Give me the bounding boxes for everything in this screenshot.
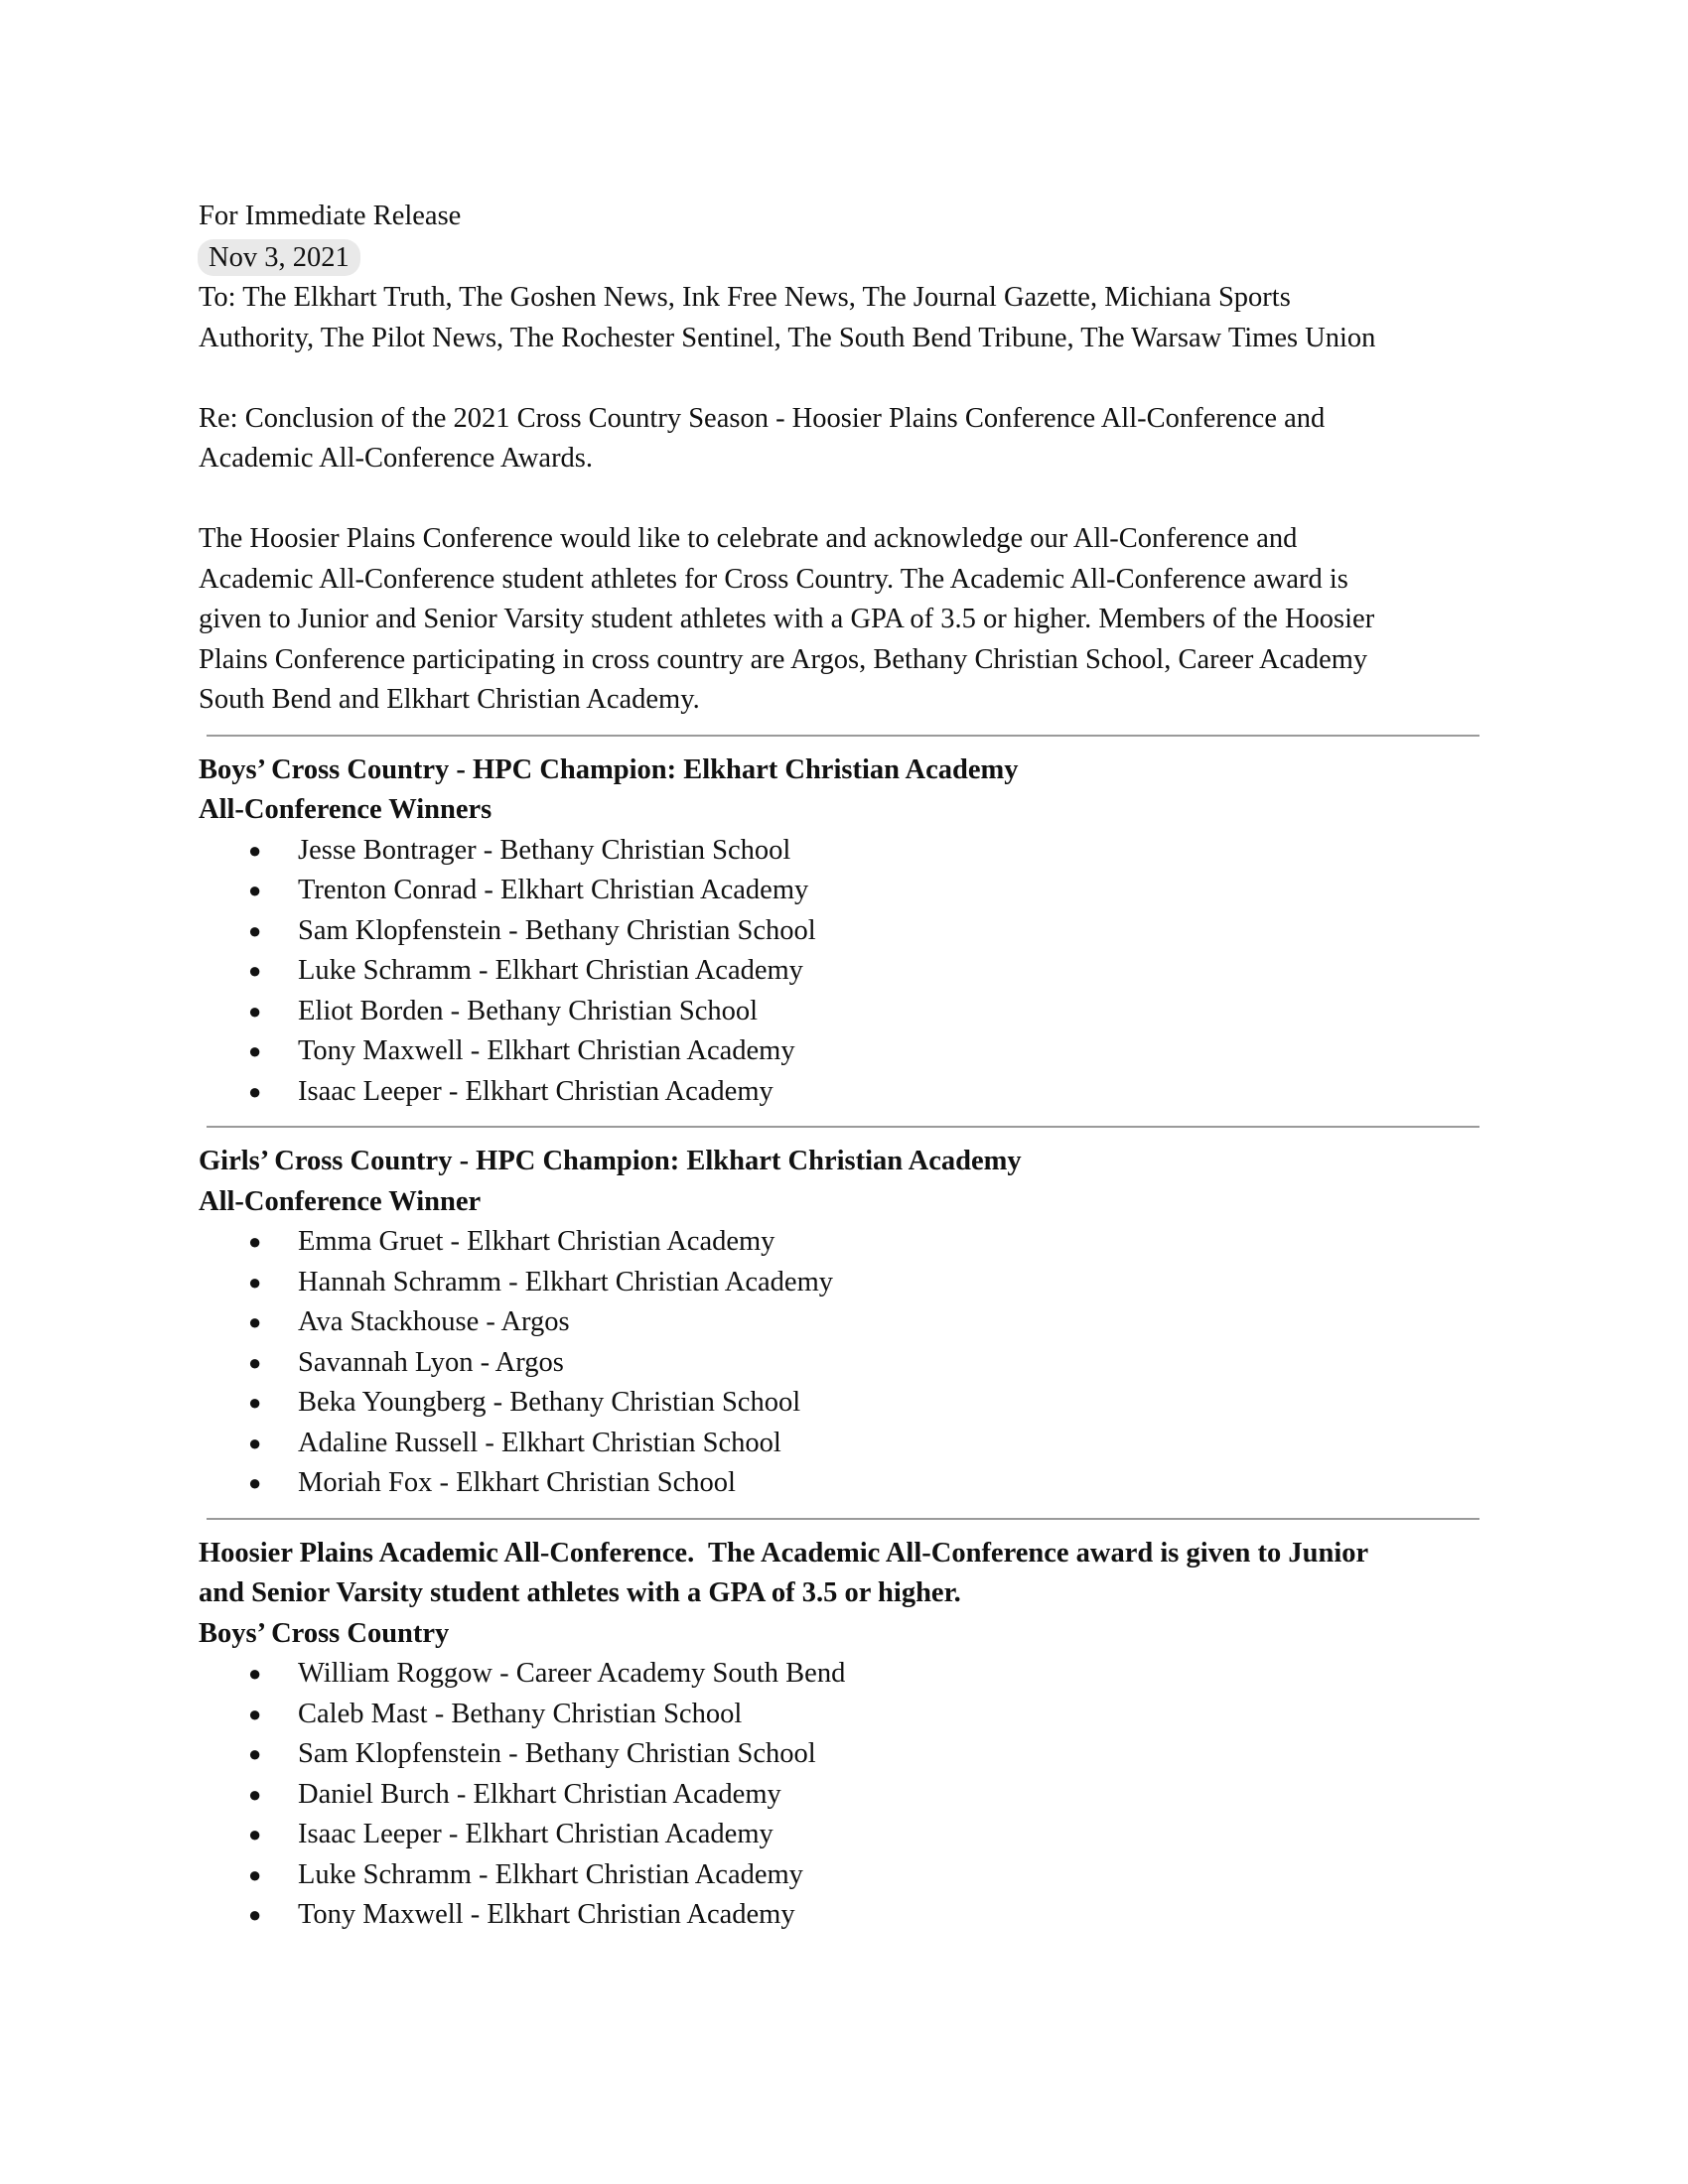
list-item: ● Trenton Conrad - Elkhart Christian Academy — [199, 871, 1489, 911]
girls-heading: Girls’ Cross Country - HPC Champion: Elkhart Christian Academy — [199, 1146, 1022, 1176]
intro-line-1: The Hoosier Plains Conference would like to celebrate and acknowledge our All-Conference and — [199, 523, 1298, 554]
horizontal-divider — [207, 735, 1479, 737]
bullet-icon: ● — [248, 1701, 262, 1726]
recipients-line-2: Authority, The Pilot News, The Rochester Sentinel, The South Bend Tribune, The Warsaw Times Union — [199, 322, 1376, 353]
list-item: ● Luke Schramm - Elkhart Christian Academy — [199, 1855, 1489, 1896]
bullet-icon: ● — [248, 837, 262, 863]
release-label: For Immediate Release — [199, 201, 462, 231]
re-line-1: Re: Conclusion of the 2021 Cross Country Season - Hoosier Plains Conference All-Conference and — [199, 402, 1326, 434]
spacer — [199, 358, 1489, 399]
bullet-icon: ● — [248, 917, 262, 943]
bullet-icon: ● — [248, 1470, 262, 1495]
spacer — [199, 479, 1489, 520]
bullet-icon: ● — [248, 1038, 262, 1063]
intro-line-5: South Bend and Elkhart Christian Academy. — [199, 684, 700, 715]
bullet-icon: ● — [248, 1229, 262, 1254]
press-release-document — [199, 197, 1489, 1936]
recipients-line-1: To: The Elkhart Truth, The Goshen News, Ink Free News, The Journal Gazette, Michiana Sports — [199, 282, 1291, 313]
list-item: ● Isaac Leeper - Elkhart Christian Academy — [199, 1815, 1489, 1855]
bullet-icon: ● — [248, 1822, 262, 1846]
list-item: ● Beka Youngberg - Bethany Christian School — [199, 1383, 1489, 1424]
academic-heading-line-1: Hoosier Plains Academic All-Conference. The Academic All-Conference award is given to Junior — [199, 1537, 1369, 1569]
bullet-icon: ● — [248, 1269, 262, 1295]
bullet-icon: ● — [248, 1390, 262, 1415]
girls-winners-list — [199, 1222, 1489, 1504]
intro-line-4: Plains Conference participating in cross country are Argos, Bethany Christian School, Career Academy — [199, 643, 1368, 675]
boys-heading: Boys’ Cross Country - HPC Champion: Elkhart Christian Academy — [199, 753, 1019, 785]
bullet-icon: ● — [248, 1741, 262, 1766]
list-item: ● Ava Stackhouse - Argos — [199, 1302, 1489, 1343]
date-chip[interactable]: Nov 3, 2021 — [198, 239, 360, 276]
bullet-icon: ● — [248, 1861, 262, 1887]
list-item: ● Moriah Fox - Elkhart Christian School — [199, 1463, 1489, 1504]
list-item: ● Jesse Bontrager - Bethany Christian School — [199, 831, 1489, 872]
boys-subheading: All-Conference Winners — [199, 794, 492, 825]
bullet-icon: ● — [248, 1349, 262, 1375]
list-item: ● Adaline Russell - Elkhart Christian School — [199, 1424, 1489, 1464]
academic-subheading: Boys’ Cross Country — [199, 1617, 450, 1649]
academic-heading-line-2: and Senior Varsity student athletes with a GPA of 3.5 or higher. — [199, 1577, 961, 1608]
bullet-icon: ● — [248, 1078, 262, 1104]
list-item: ● Daniel Burch - Elkhart Christian Academy — [199, 1775, 1489, 1816]
list-item: ● Tony Maxwell - Elkhart Christian Academy — [199, 1895, 1489, 1936]
list-item: ● Tony Maxwell - Elkhart Christian Academy — [199, 1031, 1489, 1072]
horizontal-divider — [207, 1518, 1479, 1520]
list-item: ● Savannah Lyon - Argos — [199, 1343, 1489, 1384]
list-item: ● Sam Klopfenstein - Bethany Christian School — [199, 911, 1489, 952]
bullet-icon: ● — [248, 958, 262, 983]
bullet-icon: ● — [248, 1661, 262, 1686]
list-item: ● William Roggow - Career Academy South Bend — [199, 1654, 1489, 1695]
list-item: ● Luke Schramm - Elkhart Christian Academy — [199, 951, 1489, 992]
girls-subheading: All-Conference Winner — [199, 1185, 482, 1217]
list-item: ● Sam Klopfenstein - Bethany Christian School — [199, 1734, 1489, 1775]
intro-line-3: given to Junior and Senior Varsity student athletes with a GPA of 3.5 or higher. Members of the Hoosier — [199, 604, 1375, 634]
bullet-icon: ● — [248, 1430, 262, 1455]
boys-winners-list — [199, 831, 1489, 1113]
bullet-icon: ● — [248, 878, 262, 902]
intro-line-2: Academic All-Conference student athletes for Cross Country. The Academic All-Conference award is — [199, 563, 1348, 595]
list-item: ● Hannah Schramm - Elkhart Christian Academy — [199, 1263, 1489, 1303]
academic-boys-list — [199, 1654, 1489, 1936]
list-item: ● Caleb Mast - Bethany Christian School — [199, 1695, 1489, 1735]
bullet-icon: ● — [248, 1309, 262, 1334]
re-line-2: Academic All-Conference Awards. — [199, 443, 594, 474]
bullet-icon: ● — [248, 1902, 262, 1927]
list-item: ● Eliot Borden - Bethany Christian School — [199, 992, 1489, 1032]
bullet-icon: ● — [248, 1781, 262, 1807]
bullet-icon: ● — [248, 998, 262, 1024]
list-item: ● Isaac Leeper - Elkhart Christian Academy — [199, 1072, 1489, 1113]
list-item: ● Emma Gruet - Elkhart Christian Academy — [199, 1222, 1489, 1263]
horizontal-divider — [207, 1126, 1479, 1128]
